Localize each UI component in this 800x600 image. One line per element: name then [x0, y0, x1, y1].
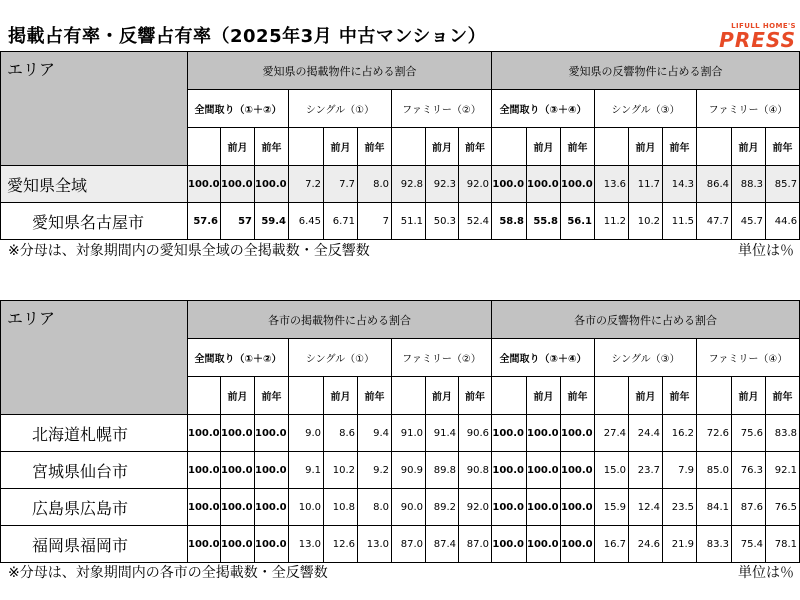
prev-month-header: 前月 — [629, 377, 663, 415]
value-cell: 100.0 — [492, 415, 527, 452]
value-cell: 87.0 — [459, 526, 492, 563]
prev-year-header: 前年 — [561, 128, 595, 166]
value-cell: 50.3 — [426, 203, 459, 240]
value-cell: 100.0 — [188, 166, 221, 203]
area-name-cell: 愛知県名古屋市 — [1, 203, 188, 240]
area-name-cell: 広島県広島市 — [1, 489, 188, 526]
value-cell: 9.4 — [358, 415, 392, 452]
value-cell: 100.0 — [527, 526, 561, 563]
current-month-header — [697, 377, 732, 415]
area-name-cell: 福岡県福岡市 — [1, 526, 188, 563]
table-row — [1, 489, 800, 526]
value-cell: 13.0 — [358, 526, 392, 563]
value-cell: 8.0 — [358, 166, 392, 203]
prev-year-header: 前年 — [358, 128, 392, 166]
table-row — [1, 166, 800, 203]
value-cell: 83.3 — [697, 526, 732, 563]
group-header-row — [1, 52, 800, 90]
value-cell: 75.6 — [732, 415, 766, 452]
value-cell: 12.4 — [629, 489, 663, 526]
value-cell: 100.0 — [561, 526, 595, 563]
value-cell: 7.2 — [289, 166, 324, 203]
inquiry-total-layout-header: 全間取り（③＋④） — [492, 339, 595, 377]
value-cell: 92.3 — [426, 166, 459, 203]
value-cell: 10.8 — [324, 489, 358, 526]
prev-month-header: 前月 — [426, 377, 459, 415]
table-row — [1, 452, 800, 489]
area-name-cell: 北海道札幌市 — [1, 415, 188, 452]
value-cell: 87.0 — [392, 526, 426, 563]
value-cell: 100.0 — [188, 452, 221, 489]
value-cell: 8.0 — [358, 489, 392, 526]
value-cell: 100.0 — [492, 452, 527, 489]
value-cell: 90.8 — [459, 452, 492, 489]
prev-month-header: 前月 — [221, 128, 255, 166]
value-cell: 100.0 — [255, 166, 289, 203]
value-cell: 100.0 — [221, 489, 255, 526]
prev-year-header: 前年 — [663, 128, 697, 166]
inquiry-family-header: ファミリー（④） — [697, 339, 800, 377]
value-cell: 8.6 — [324, 415, 358, 452]
table1-unit-note: 単位は％ — [738, 243, 794, 259]
logo-brand-text: LIFULL HOME'S — [731, 22, 796, 30]
current-month-header — [188, 128, 221, 166]
area-name-cell: 愛知県全域 — [1, 166, 188, 203]
prev-year-header: 前年 — [663, 377, 697, 415]
value-cell: 7.7 — [324, 166, 358, 203]
value-cell: 92.0 — [459, 489, 492, 526]
value-cell: 100.0 — [188, 526, 221, 563]
value-cell: 90.9 — [392, 452, 426, 489]
table2-unit-note: 単位は％ — [738, 565, 794, 581]
value-cell: 100.0 — [188, 415, 221, 452]
value-cell: 10.2 — [324, 452, 358, 489]
value-cell: 6.71 — [324, 203, 358, 240]
value-cell: 91.4 — [426, 415, 459, 452]
lifull-homes-press-logo — [708, 22, 796, 50]
value-cell: 83.8 — [766, 415, 800, 452]
value-cell: 100.0 — [561, 452, 595, 489]
value-cell: 9.1 — [289, 452, 324, 489]
listing-family-header: ファミリー（②） — [392, 90, 492, 128]
value-cell: 72.6 — [697, 415, 732, 452]
prev-year-header: 前年 — [255, 128, 289, 166]
inquiry-single-header: シングル（③） — [595, 339, 697, 377]
value-cell: 88.3 — [732, 166, 766, 203]
value-cell: 24.6 — [629, 526, 663, 563]
value-cell: 15.0 — [595, 452, 629, 489]
listing-share-table-aichi — [0, 51, 800, 240]
value-cell: 55.8 — [527, 203, 561, 240]
value-cell: 45.7 — [732, 203, 766, 240]
prev-year-header: 前年 — [255, 377, 289, 415]
prev-year-header: 前年 — [766, 128, 800, 166]
current-month-header — [289, 128, 324, 166]
value-cell: 100.0 — [255, 415, 289, 452]
value-cell: 100.0 — [561, 489, 595, 526]
prev-month-header: 前月 — [732, 128, 766, 166]
value-cell: 11.2 — [595, 203, 629, 240]
area-name-cell: 宮城県仙台市 — [1, 452, 188, 489]
value-cell: 90.6 — [459, 415, 492, 452]
table1-footnote: ※分母は、対象期間内の愛知県全域の全掲載数・全反響数 — [8, 243, 370, 259]
prev-month-header: 前月 — [527, 128, 561, 166]
value-cell: 11.5 — [663, 203, 697, 240]
value-cell: 90.0 — [392, 489, 426, 526]
value-cell: 89.8 — [426, 452, 459, 489]
value-cell: 100.0 — [221, 415, 255, 452]
area-column-header: エリア — [1, 301, 188, 415]
prev-month-header: 前月 — [324, 377, 358, 415]
value-cell: 14.3 — [663, 166, 697, 203]
value-cell: 100.0 — [188, 489, 221, 526]
value-cell: 91.0 — [392, 415, 426, 452]
inquiry-family-header: ファミリー（④） — [697, 90, 800, 128]
value-cell: 59.4 — [255, 203, 289, 240]
value-cell: 100.0 — [561, 415, 595, 452]
listing-share-group-header: 愛知県の掲載物件に占める割合 — [188, 52, 492, 90]
value-cell: 85.0 — [697, 452, 732, 489]
value-cell: 87.4 — [426, 526, 459, 563]
prev-year-header: 前年 — [459, 128, 492, 166]
current-month-header — [595, 128, 629, 166]
value-cell: 13.6 — [595, 166, 629, 203]
value-cell: 16.7 — [595, 526, 629, 563]
current-month-header — [392, 377, 426, 415]
page-header — [0, 0, 800, 50]
value-cell: 24.4 — [629, 415, 663, 452]
group-header-row — [1, 301, 800, 339]
prev-month-header: 前月 — [732, 377, 766, 415]
prev-month-header: 前月 — [629, 128, 663, 166]
current-month-header — [697, 128, 732, 166]
value-cell: 92.8 — [392, 166, 426, 203]
area-column-header: エリア — [1, 52, 188, 166]
value-cell: 10.0 — [289, 489, 324, 526]
value-cell: 100.0 — [527, 415, 561, 452]
value-cell: 9.0 — [289, 415, 324, 452]
prev-month-header: 前月 — [221, 377, 255, 415]
value-cell: 89.2 — [426, 489, 459, 526]
inquiry-single-header: シングル（③） — [595, 90, 697, 128]
prev-year-header: 前年 — [766, 377, 800, 415]
value-cell: 84.1 — [697, 489, 732, 526]
value-cell: 100.0 — [527, 489, 561, 526]
value-cell: 100.0 — [255, 452, 289, 489]
value-cell: 10.2 — [629, 203, 663, 240]
listing-single-header: シングル（①） — [289, 90, 392, 128]
table-row — [1, 526, 800, 563]
value-cell: 100.0 — [221, 452, 255, 489]
value-cell: 44.6 — [766, 203, 800, 240]
listing-total-layout-header: 全間取り（①＋②） — [188, 90, 289, 128]
value-cell: 16.2 — [663, 415, 697, 452]
value-cell: 13.0 — [289, 526, 324, 563]
logo-press-text: PRESS — [719, 28, 796, 52]
prev-month-header: 前月 — [527, 377, 561, 415]
inquiry-total-layout-header: 全間取り（③＋④） — [492, 90, 595, 128]
prev-year-header: 前年 — [358, 377, 392, 415]
value-cell: 100.0 — [527, 452, 561, 489]
value-cell: 86.4 — [697, 166, 732, 203]
value-cell: 23.7 — [629, 452, 663, 489]
value-cell: 100.0 — [492, 526, 527, 563]
listing-single-header: シングル（①） — [289, 339, 392, 377]
value-cell: 23.5 — [663, 489, 697, 526]
value-cell: 9.2 — [358, 452, 392, 489]
value-cell: 100.0 — [492, 166, 527, 203]
inquiry-share-group-header: 愛知県の反響物件に占める割合 — [492, 52, 800, 90]
prev-month-header: 前月 — [426, 128, 459, 166]
value-cell: 57.6 — [188, 203, 221, 240]
current-month-header — [392, 128, 426, 166]
value-cell: 78.1 — [766, 526, 800, 563]
value-cell: 15.9 — [595, 489, 629, 526]
current-month-header — [188, 377, 221, 415]
prev-year-header: 前年 — [561, 377, 595, 415]
value-cell: 56.1 — [561, 203, 595, 240]
prev-year-header: 前年 — [459, 377, 492, 415]
current-month-header — [492, 377, 527, 415]
value-cell: 100.0 — [527, 166, 561, 203]
table-row — [1, 415, 800, 452]
table2-footnote: ※分母は、対象期間内の各市の全掲載数・全反響数 — [8, 565, 328, 581]
value-cell: 27.4 — [595, 415, 629, 452]
value-cell: 11.7 — [629, 166, 663, 203]
value-cell: 12.6 — [324, 526, 358, 563]
value-cell: 87.6 — [732, 489, 766, 526]
listing-family-header: ファミリー（②） — [392, 339, 492, 377]
value-cell: 76.5 — [766, 489, 800, 526]
value-cell: 21.9 — [663, 526, 697, 563]
table-row — [1, 203, 800, 240]
listing-total-layout-header: 全間取り（①＋②） — [188, 339, 289, 377]
current-month-header — [289, 377, 324, 415]
value-cell: 75.4 — [732, 526, 766, 563]
value-cell: 92.0 — [459, 166, 492, 203]
value-cell: 92.1 — [766, 452, 800, 489]
value-cell: 57 — [221, 203, 255, 240]
value-cell: 47.7 — [697, 203, 732, 240]
current-month-header — [595, 377, 629, 415]
value-cell: 52.4 — [459, 203, 492, 240]
value-cell: 7.9 — [663, 452, 697, 489]
value-cell: 51.1 — [392, 203, 426, 240]
page-title: 掲載占有率・反響占有率（2025年3月 中古マンション） — [8, 26, 487, 47]
value-cell: 100.0 — [255, 526, 289, 563]
value-cell: 100.0 — [221, 166, 255, 203]
value-cell: 58.8 — [492, 203, 527, 240]
value-cell: 100.0 — [492, 489, 527, 526]
value-cell: 6.45 — [289, 203, 324, 240]
value-cell: 7 — [358, 203, 392, 240]
current-month-header — [492, 128, 527, 166]
inquiry-share-group-header: 各市の反響物件に占める割合 — [492, 301, 800, 339]
value-cell: 100.0 — [561, 166, 595, 203]
value-cell: 76.3 — [732, 452, 766, 489]
listing-share-group-header: 各市の掲載物件に占める割合 — [188, 301, 492, 339]
value-cell: 85.7 — [766, 166, 800, 203]
value-cell: 100.0 — [255, 489, 289, 526]
value-cell: 100.0 — [221, 526, 255, 563]
listing-share-table-cities — [0, 300, 800, 563]
prev-month-header: 前月 — [324, 128, 358, 166]
